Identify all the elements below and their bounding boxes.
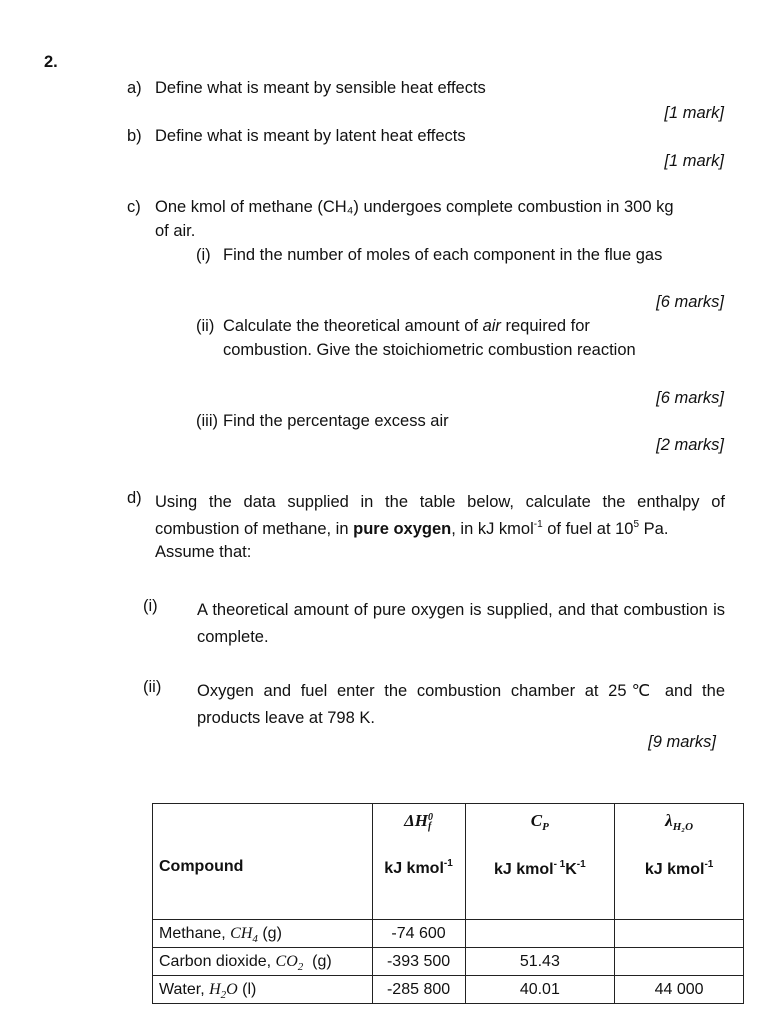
lambda-cell	[615, 920, 744, 948]
part-a-marks: [1 mark]	[664, 104, 724, 122]
part-d-p1-mid: , in kJ kmol	[451, 520, 534, 538]
header-compound-cell	[153, 804, 373, 920]
part-c-i-label: (i)	[196, 246, 211, 264]
part-d-p1: Using the data supplied in the table below, calculate the enthalpy of combustion of methane, in	[155, 493, 725, 538]
part-c-ii-label: (ii)	[196, 317, 215, 335]
table-row	[153, 948, 744, 976]
part-d-paragraph	[155, 489, 725, 543]
part-b-text: Define what is meant by latent heat effects	[155, 127, 466, 145]
header-cp-symbol: $C_P$	[530, 811, 549, 833]
part-c-line1: One kmol of methane (CH₄) undergoes complete combustion in 300 kg	[155, 198, 674, 216]
header-lambda-symbol: $\lambda_{H_2O}$	[665, 811, 694, 833]
lambda-cell: 44 000	[615, 976, 744, 1004]
part-d-p1-sup: -1	[533, 519, 543, 530]
table-row	[153, 920, 744, 948]
part-d-label: d)	[127, 489, 142, 507]
part-c-ii-line2: combustion. Give the stoichiometric combustion reaction	[223, 341, 636, 359]
part-c-i-text: Find the number of moles of each component in the flue gas	[223, 246, 663, 264]
part-d-p1-end: Pa.	[639, 520, 669, 538]
enthalpy-cell: -393 500	[372, 948, 465, 976]
lambda-cell	[615, 948, 744, 976]
enthalpy-cell: -285 800	[372, 976, 465, 1004]
part-c-iii-text: Find the percentage excess air	[223, 412, 449, 430]
compound-cell: Carbon dioxide, $CO_2$ (g)	[153, 948, 373, 976]
header-cp-cell	[465, 804, 615, 920]
table-header-row	[153, 804, 744, 920]
question-number: 2.	[44, 53, 58, 71]
cp-cell: 51.43	[465, 948, 615, 976]
part-d-ii-text: Oxygen and fuel enter the combustion chamber at 25℃ and the products leave at 798 K.	[197, 682, 725, 727]
table-row	[153, 976, 744, 1004]
header-cp-unit: kJ $kmol^{- 1}K^{-1}$	[493, 859, 586, 878]
header-lambda-cell	[615, 804, 744, 920]
part-d-marks: [9 marks]	[648, 733, 716, 751]
header-enthalpy-symbol: ΔH 0 f	[404, 811, 433, 833]
part-c-label: c)	[127, 198, 141, 216]
part-d-p1-sup2: 5	[633, 519, 640, 530]
part-c-ii-line1	[223, 317, 590, 336]
part-c-ii-line1-post: required for	[500, 317, 590, 335]
part-b-label: b)	[127, 127, 142, 145]
header-compound: Compound	[159, 858, 244, 875]
part-d-p1-bold: pure oxygen	[353, 520, 452, 538]
part-d-assume: Assume that:	[155, 543, 252, 561]
header-lambda-unit: kJ kmol$^{-1}$	[644, 859, 714, 878]
part-c-line2: of air.	[155, 222, 196, 240]
part-c-ii-line1-pre: Calculate the theoretical amount of	[223, 317, 483, 335]
part-a-label: a)	[127, 79, 142, 97]
enthalpy-cell: -74 600	[372, 920, 465, 948]
part-d-i-text: A theoretical amount of pure oxygen is supplied, and that combustion is complete.	[197, 601, 725, 646]
part-c-iii-label: (iii)	[196, 412, 218, 430]
part-c-ii-line1-em: air	[482, 317, 501, 335]
part-d-p1-mid2: of fuel at 10	[542, 520, 634, 538]
header-enthalpy-cell	[372, 804, 465, 920]
compound-cell: Water, $H_2O$ (l)	[153, 976, 373, 1004]
part-c-ii-marks: [6 marks]	[656, 389, 724, 407]
part-c-iii-marks: [2 marks]	[656, 436, 724, 454]
cp-cell: 40.01	[465, 976, 615, 1004]
part-d-ii-label: (ii)	[143, 678, 162, 696]
part-a-text: Define what is meant by sensible heat effects	[155, 79, 486, 97]
compound-cell: Methane, $CH_4$ (g)	[153, 920, 373, 948]
part-b-marks: [1 mark]	[664, 152, 724, 170]
cp-cell	[465, 920, 615, 948]
data-table	[152, 803, 744, 1004]
header-enthalpy-unit: kJ kmol$^{-1}$	[384, 858, 453, 878]
part-c-i-marks: [6 marks]	[656, 293, 724, 311]
part-d-i-label: (i)	[143, 597, 158, 615]
